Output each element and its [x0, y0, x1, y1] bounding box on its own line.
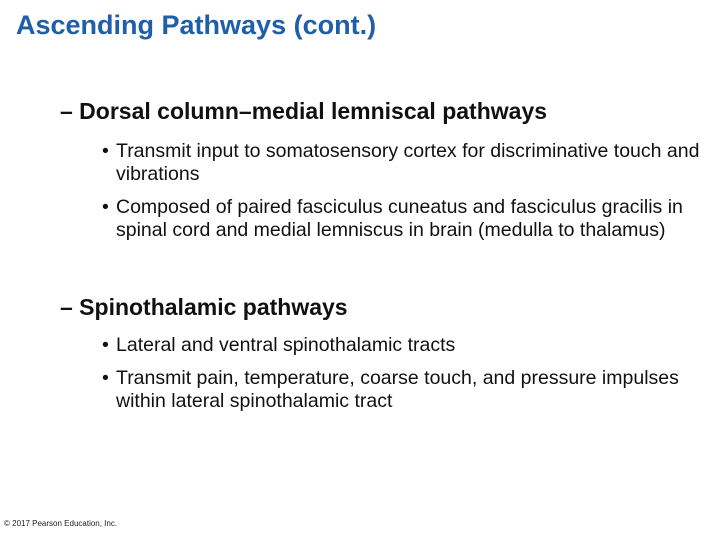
bullet-item — [102, 140, 710, 186]
bullet-list — [102, 140, 710, 242]
bullet-dot-icon: • — [102, 140, 109, 162]
bullet-text: Transmit input to somatosensory cortex for discriminative touch and vibrations — [116, 140, 700, 185]
bullet-item — [102, 196, 710, 242]
slide-title: Ascending Pathways (cont.) — [16, 10, 377, 40]
bullet-dot-icon: • — [102, 196, 109, 218]
bullet-text: Lateral and ventral spinothalamic tracts — [116, 334, 456, 356]
section-spinothalamic — [60, 290, 710, 413]
copyright-notice: © 2017 Pearson Education, Inc. — [4, 519, 118, 528]
bullet-list — [102, 334, 710, 413]
section-dorsal-column — [60, 94, 710, 242]
bullet-dot-icon: • — [102, 367, 109, 389]
bullet-dot-icon: • — [102, 334, 109, 356]
bullet-text: Composed of paired fasciculus cuneatus and fasciculus gracilis in spinal cord and medial lemniscus in brain (medulla to thalamus) — [116, 196, 683, 241]
section-heading: – Dorsal column–medial lemniscal pathways — [60, 98, 548, 124]
bullet-text: Transmit pain, temperature, coarse touch, and pressure impulses within lateral spinothalamic tract — [116, 367, 679, 412]
section-heading: – Spinothalamic pathways — [60, 294, 348, 320]
bullet-item — [102, 334, 710, 357]
bullet-item — [102, 367, 710, 413]
